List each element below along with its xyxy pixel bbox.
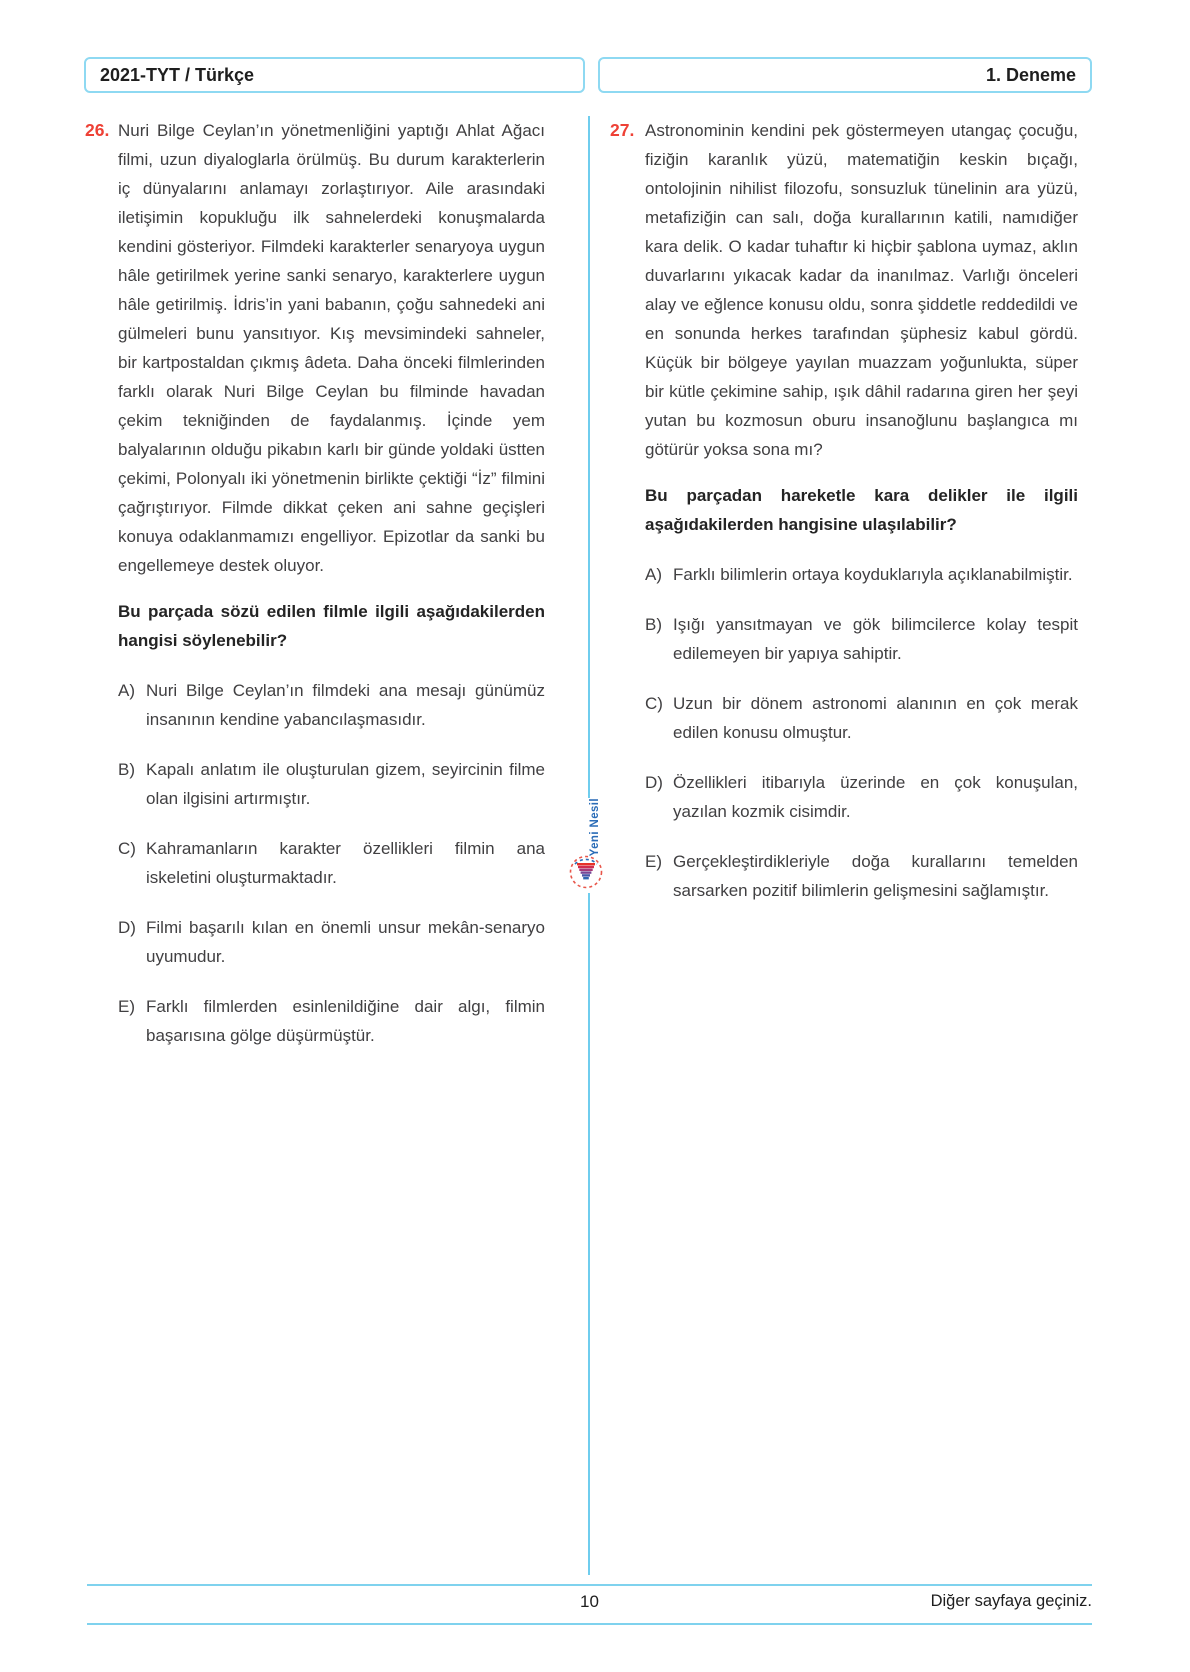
header-exam-box xyxy=(598,57,1092,93)
question-27-stem: Bu parçadan hareketle kara delikler ile ilgili aşağıdakilerden hangisine ulaşılabilir? xyxy=(645,486,1078,534)
left-column xyxy=(85,116,545,1050)
option-letter: A) xyxy=(118,681,135,700)
header-exam-title: 1. Deneme xyxy=(985,64,1076,85)
brand-name-vertical xyxy=(589,798,601,856)
option-letter: E) xyxy=(645,852,662,871)
question-27-option-a xyxy=(645,560,1078,589)
brand-name-label: Yeni Nesil xyxy=(589,797,601,857)
option-text: Nuri Bilge Ceylan’ın filmdeki ana mesajı günümüz insanının kendine yabancılaşmasıdır. xyxy=(146,681,545,729)
question-26-option-d xyxy=(118,913,545,971)
question-26-option-b xyxy=(118,755,545,813)
header-subject-title: 2021-TYT / Türkçe xyxy=(100,64,255,85)
question-26 xyxy=(85,116,545,1050)
question-27-option-b xyxy=(645,610,1078,668)
page-number: 10 xyxy=(580,1592,599,1611)
option-letter: E) xyxy=(118,997,135,1016)
option-text: Özellikleri itibarıyla üzerinde en çok konuşulan, yazılan kozmik cisimdir. xyxy=(673,773,1078,821)
question-26-stem: Bu parçada sözü edilen filmle ilgili aşağıdakilerden hangisi söylenebilir? xyxy=(118,602,545,650)
question-26-option-e xyxy=(118,992,545,1050)
option-text: Kahramanların karakter özellikleri filmin ana iskeletini oluşturmaktadır. xyxy=(146,839,545,887)
option-text: Gerçekleştirdikleriyle doğa kurallarını temelden sarsarken pozitif bilimlerin gelişmesini sağlamıştır. xyxy=(673,852,1078,900)
option-text: Işığı yansıtmayan ve gök bilimcilerce kolay tespit edilemeyen bir yapıya sahiptir. xyxy=(673,615,1078,663)
column-divider-bottom xyxy=(588,893,590,1575)
question-27-number: 27. xyxy=(610,120,635,140)
footer-divider-top xyxy=(87,1584,1092,1586)
option-letter: C) xyxy=(118,839,136,858)
question-26-option-a xyxy=(118,676,545,734)
option-letter: A) xyxy=(645,565,662,584)
footer-instruction: Diğer sayfaya geçiniz. xyxy=(930,1592,1092,1610)
question-27-option-e xyxy=(645,847,1078,905)
option-letter: D) xyxy=(118,918,136,937)
question-27 xyxy=(610,116,1078,905)
yeni-nesil-logo-icon xyxy=(568,853,604,891)
option-letter: B) xyxy=(645,615,662,634)
option-text: Uzun bir dönem astronomi alanının en çok merak edilen konusu olmuştur. xyxy=(673,694,1078,742)
option-letter: C) xyxy=(645,694,663,713)
option-letter: B) xyxy=(118,760,135,779)
question-26-option-c xyxy=(118,834,545,892)
header-subject-box xyxy=(84,57,585,93)
option-text: Farklı bilimlerin ortaya koyduklarıyla açıklanabilmiştir. xyxy=(673,565,1073,584)
option-text: Kapalı anlatım ile oluşturulan gizem, seyircinin filme olan ilgisini artırmıştır. xyxy=(146,760,545,808)
question-26-passage: Nuri Bilge Ceylan’ın yönetmenliğini yaptığı Ahlat Ağacı filmi, uzun diyaloglarla örülmüş. Bu durum karakterlerin iç dünyalarını anlamayı zorlaştırıyor. Aile arasındaki iletişimin kopukluğu ilk sahnelerdeki konuşmalarda kendini gösteriyor. Filmdeki karakterler senaryoya uygun hâle getirilmek yerine sanki senaryo, karakterlere uygun hâle getirilmiş. İdris’in yani babanın, çoğu sahnedeki ani gülmeleri bunu yansıtıyor. Kış mevsimindeki sahneler, bir kartpostaldan çıkmış âdeta. Daha önceki filmlerinden farklı olarak Nuri Bilge Ceylan bu filminde havadan çekim tekniğinden de faydalanmış. İçinde yem balyalarının olduğu pikabın karlı bir günde yoldaki üstten çekimi, Polonyalı iki yönetmenin birlikte çektiği “İz” filmini çağrıştırıyor. Filmde dikkat çeken ani sahne geçişleri konuya odaklanmamızı engelliyor. Epizotlar da sanki bu engellemeye destek oluyor. xyxy=(118,121,545,575)
column-divider-top xyxy=(588,116,590,798)
footer-divider-bottom xyxy=(87,1623,1092,1625)
option-letter: D) xyxy=(645,773,663,792)
question-27-option-d xyxy=(645,768,1078,826)
question-26-number: 26. xyxy=(85,120,110,140)
option-text: Filmi başarılı kılan en önemli unsur mekân-senaryo uyumudur. xyxy=(146,918,545,966)
option-text: Farklı filmlerden esinlenildiğine dair algı, filmin başarısına gölge düşürmüştür. xyxy=(146,997,545,1045)
question-27-passage: Astronominin kendini pek göstermeyen utangaç çocuğu, fiziğin karanlık yüzü, matematiğin keskin bıçağı, ontolojinin nihilist filozofu, sonsuzluk tünelinin ara yüzü, metafiziğin can salı, doğa kurallarının katili, namıdiğer kara delik. O kadar tuhaftır ki hiçbir şablona uymaz, aklın duvarlarını yıkacak kadar da inanılmaz. Varlığı önceleri alay ve eğlence konusu oldu, sonra şiddetle reddedildi ve en sonunda herkes tarafından şüphesiz kabul gördü. Küçük bir bölgeye yayılan muazzam yoğunlukta, süper bir kütle çekimine sahip, ışık dâhil radarına giren her şeyi yutan bu kozmosun oburu insanoğlunu başlangıca mı götürür yoksa sona mı? xyxy=(645,121,1078,459)
right-column xyxy=(610,116,1078,905)
question-27-option-c xyxy=(645,689,1078,747)
